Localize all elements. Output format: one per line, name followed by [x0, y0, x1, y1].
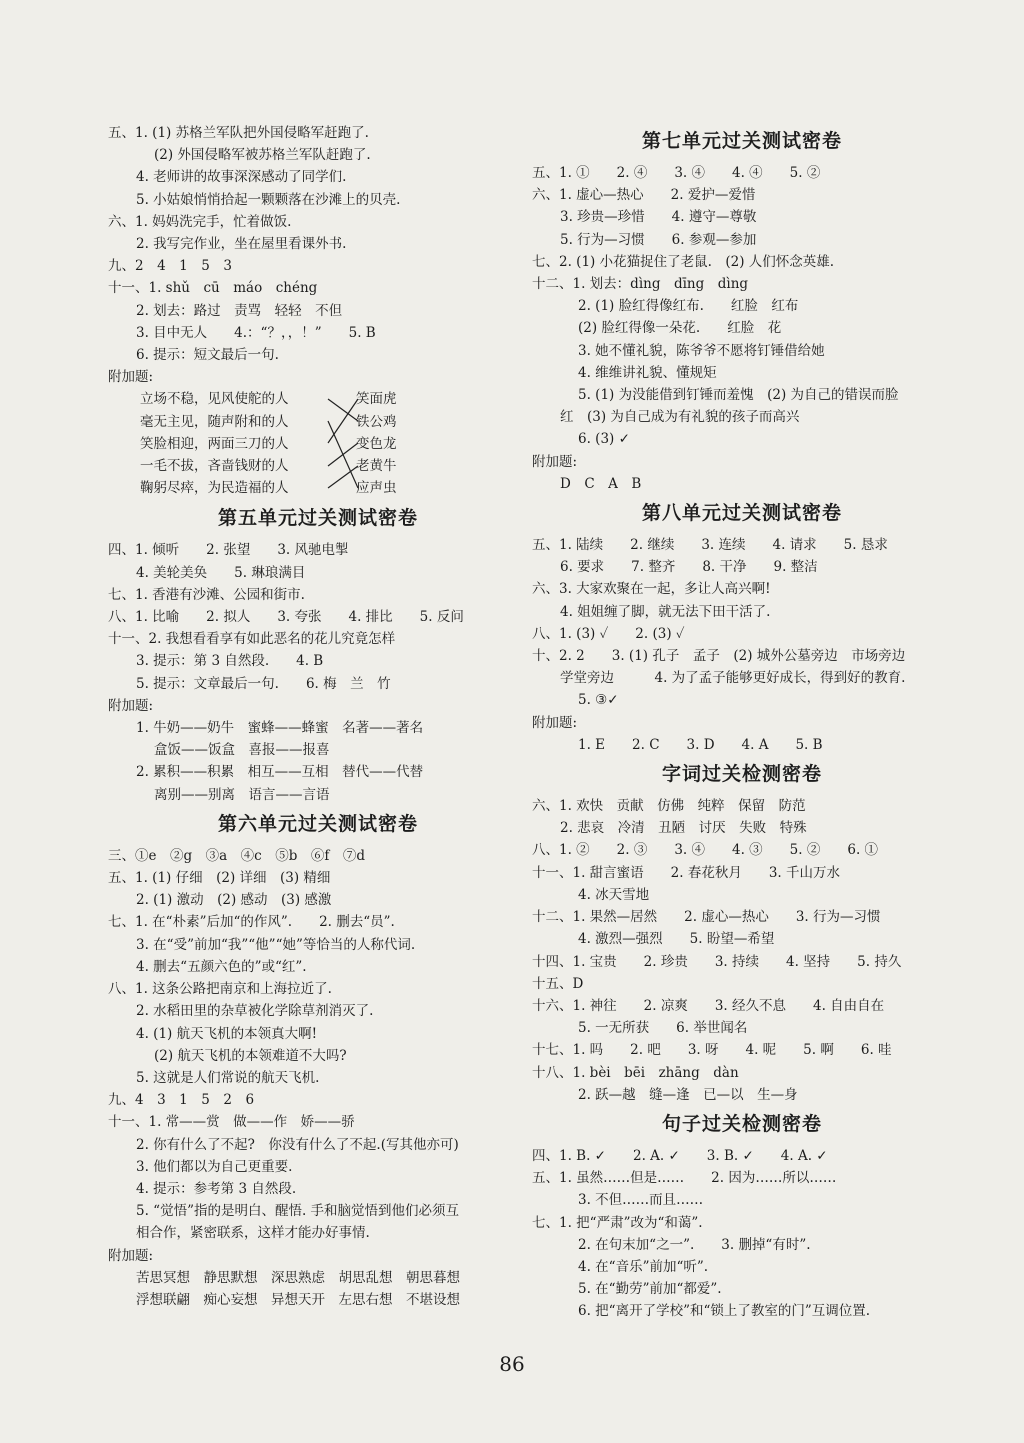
unit8-heading: 第八单元过关测试密卷 — [641, 502, 842, 525]
answer-line: 五、1. 陆续 2. 继续 3. 连续 4. 请求 5. 恳求 — [532, 537, 888, 554]
match-left-item: 一毛不拔，吝啬钱财的人 — [140, 458, 289, 475]
answer-line: 附加题: — [532, 714, 578, 731]
answer-line: 七、2. (1) 小花猫捉住了老鼠. (2) 人们怀念英雄. — [532, 253, 835, 270]
answer-line: 盒饭——饭盒 喜报——报喜 — [154, 742, 330, 759]
answer-line: 5. (1) 为没能借到钉锤而羞愧 (2) 为自己的错误而脸 — [578, 387, 899, 404]
answer-line: 5. 小姑娘悄悄拾起一颗颗落在沙滩上的贝壳. — [136, 191, 401, 208]
matching-exercise — [140, 388, 528, 500]
answer-line: 2. 累积——积累 相互——互相 替代——代替 — [136, 764, 424, 781]
answer-line: 附加题: — [108, 1247, 154, 1264]
page-number: 86 — [499, 1352, 525, 1376]
unit6-heading: 第六单元过关测试密卷 — [217, 812, 418, 835]
answer-line: 十六、1. 神往 2. 凉爽 3. 经久不息 4. 自由自在 — [532, 997, 885, 1014]
match-right-item: 铁公鸡 — [356, 413, 397, 430]
match-right-item: 应声虫 — [356, 480, 397, 497]
unit7-answers — [532, 162, 952, 495]
match-right-item: 变色龙 — [356, 435, 397, 452]
answer-line: 4. 维维讲礼貌、懂规矩 — [578, 364, 717, 381]
answer-line: 2. (1) 脸红得像红布. 红脸 红布 — [578, 298, 799, 315]
word-test-answers — [532, 795, 952, 1106]
answer-line: 5. 一无所获 6. 举世闻名 — [578, 1020, 748, 1037]
answer-line: 十一、1. shǔ cū máo chéng — [108, 280, 318, 297]
answer-line: 七、1. 把“严肃”改为“和蔼”. — [532, 1214, 703, 1231]
answer-line: 苦思冥想 静思默想 深思熟虑 胡思乱想 朝思暮想 — [136, 1269, 460, 1286]
sentence-test-answers — [532, 1145, 952, 1323]
answer-line: 五、1. ① 2. ④ 3. ④ 4. ④ 5. ② — [532, 165, 821, 181]
answer-line: 十二、1. 划去：dìng dīng dìng — [532, 276, 749, 293]
answer-line: 4. 美轮美奂 5. 琳琅满目 — [136, 564, 306, 581]
sentence-test-heading: 句子过关检测密卷 — [661, 1112, 822, 1135]
answer-line: 浮想联翩 痴心妄想 异想天开 左思右想 不堪设想 — [136, 1291, 460, 1308]
answer-line: 六、1. 欢快 贡献 仿佛 纯粹 保留 防范 — [532, 798, 806, 815]
answer-line: 6. 把“离开了学校”和“锁上了教室的门”互调位置. — [578, 1303, 871, 1320]
answer-line: 九、2 4 1 5 3 — [108, 258, 232, 275]
answer-line: 红 (3) 为自己成为有礼貌的孩子而高兴 — [560, 409, 800, 426]
answer-line: 十二、1. 果然—居然 2. 虚心—热心 3. 行为—习惯 — [532, 909, 881, 926]
right-column — [532, 122, 952, 1323]
answer-line: 4. (1) 航天飞机的本领真大啊! — [136, 1025, 318, 1042]
answer-line: 十一、2. 我想看看享有如此恶名的花儿究竟怎样 — [108, 631, 396, 648]
match-right-item: 老黄牛 — [356, 458, 397, 475]
answer-line: 3. 在“受”前加“我”“他”“她”等恰当的人称代词. — [136, 936, 416, 953]
answer-line: 附加题: — [532, 453, 578, 470]
answer-line: 1. E 2. C 3. D 4. A 5. B — [578, 736, 823, 753]
answer-line: 八、1. ② 2. ③ 3. ④ 4. ③ 5. ② 6. ① — [532, 842, 879, 859]
answer-line: 四、1. 倾听 2. 张望 3. 风驰电掣 — [108, 542, 349, 559]
unit4-answers — [108, 122, 528, 388]
answer-line: 6. 要求 7. 整齐 8. 干净 9. 整洁 — [560, 559, 818, 576]
answer-line: 3. 不但……而且…… — [578, 1192, 704, 1209]
answer-line: 2. (1) 激动 (2) 感动 (3) 感激 — [136, 892, 332, 909]
answer-line: 4. 激烈—强烈 5. 盼望—希望 — [578, 931, 775, 948]
answer-line: 3. 他们都以为自己更重要. — [136, 1158, 293, 1175]
answer-line: 4. 在“音乐”前加“听”. — [578, 1258, 709, 1275]
answer-line: 三、①e ②g ③a ④c ⑤b ⑥f ⑦d — [108, 847, 366, 864]
answer-line: 3. 她不懂礼貌，陈爷爷不愿将钉锤借给她 — [578, 342, 825, 359]
answer-line: 4. 冰天雪地 — [578, 886, 650, 903]
answer-line: 六、1. 虚心—热心 2. 爱护—爱惜 — [532, 187, 756, 204]
match-left-item: 立场不稳，见风使舵的人 — [140, 391, 289, 408]
word-test-heading: 字词过关检测密卷 — [661, 763, 822, 786]
answer-line: 十七、1. 吗 2. 吧 3. 呀 4. 呢 5. 啊 6. 哇 — [532, 1042, 892, 1059]
answer-line: 学堂旁边 4. 为了孟子能够更好成长，得到好的教育. — [560, 670, 906, 687]
match-right-item: 笑面虎 — [356, 391, 397, 408]
answer-line: 2. 悲哀 冷清 丑陋 讨厌 失败 特殊 — [560, 820, 807, 837]
answer-line: 5. 提示：文章最后一句. 6. 梅 兰 竹 — [136, 675, 391, 692]
answer-line: 离别——别离 语言——言语 — [154, 786, 330, 803]
unit7-heading: 第七单元过关测试密卷 — [641, 130, 842, 152]
answer-line: 六、1. 妈妈洗完手，忙着做饭. — [108, 213, 292, 230]
answer-line: 五、1. (1) 苏格兰军队把外国侵略军赶跑了. — [108, 125, 369, 141]
answer-line: 五、1. 虽然……但是…… 2. 因为……所以…… — [532, 1170, 837, 1187]
answer-line: 3. 目中无人 4.：“？，，！” 5. B — [136, 324, 376, 341]
answer-line: 附加题: — [108, 369, 154, 386]
left-column — [108, 122, 528, 1311]
answer-line: 4. 姐姐缠了脚，就无法下田干活了. — [560, 603, 771, 620]
answer-line: 5. ③✓ — [578, 692, 619, 709]
answer-line: (2) 外国侵略军被苏格兰军队赶跑了. — [154, 147, 371, 164]
answer-line: 1. 牛奶——奶牛 蜜蜂——蜂蜜 名著——著名 — [136, 720, 424, 737]
answer-line: 六、3. 大家欢聚在一起，多让人高兴啊! — [532, 581, 771, 598]
answer-line: 附加题: — [108, 697, 154, 714]
answer-line: 七、1. 香港有沙滩、公园和街市. — [108, 586, 305, 603]
answer-line: 十四、1. 宝贵 2. 珍贵 3. 持续 4. 坚持 5. 持久 — [532, 953, 902, 970]
unit5-answers — [108, 539, 528, 805]
answer-line: 十一、1. 常——赏 做——作 娇——骄 — [108, 1114, 355, 1131]
answer-line: 4. 老师讲的故事深深感动了同学们. — [136, 169, 347, 186]
answer-line: 3. 珍贵—珍惜 4. 遵守—尊敬 — [560, 209, 757, 226]
answer-line: 十一、1. 甜言蜜语 2. 春花秋月 3. 千山万水 — [532, 864, 841, 881]
answer-line: 3. 提示：第 3 自然段. 4. B — [136, 653, 324, 670]
answer-line: 四、1. B. ✓ 2. A. ✓ 3. B. ✓ 4. A. ✓ — [532, 1147, 828, 1164]
answer-line: 5. “觉悟”指的是明白、醒悟. 手和脑觉悟到他们必须互 — [136, 1203, 460, 1220]
answer-line: 4. 提示：参考第 3 自然段. — [136, 1180, 297, 1197]
answer-line: 6. (3) ✓ — [578, 431, 630, 448]
match-left-item: 毫无主见，随声附和的人 — [140, 413, 289, 430]
answer-line: 2. 水稻田里的杂草被化学除草剂消灭了. — [136, 1003, 374, 1020]
answer-line: (2) 脸红得像一朵花. 红脸 花 — [578, 320, 782, 337]
answer-line: 九、4 3 1 5 2 6 — [108, 1092, 255, 1109]
answer-line: 2. 跃—越 缝—逢 已—以 生—身 — [578, 1086, 798, 1103]
answer-line: (2) 航天飞机的本领难道不大吗? — [154, 1047, 347, 1064]
answer-line: 5. 行为—习惯 6. 参观—参加 — [560, 231, 757, 248]
answer-line: 十、2. 2 3. (1) 孔子 孟子 (2) 城外公墓旁边 市场旁边 — [532, 648, 906, 665]
unit8-answers — [532, 534, 952, 756]
answer-line: 八、1. 比喻 2. 拟人 3. 夸张 4. 排比 5. 反问 — [108, 609, 464, 626]
answer-line: 2. 我写完作业，坐在屋里看课外书. — [136, 236, 347, 253]
answer-line: 相合作，紧密联系，这样才能办好事情. — [136, 1225, 370, 1242]
answer-line: D C A B — [560, 475, 642, 492]
answer-line: 八、1. 这条公路把南京和上海拉近了. — [108, 981, 332, 998]
answer-line: 2. 划去：路过 责骂 轻轻 不但 — [136, 302, 343, 319]
unit5-heading: 第五单元过关测试密卷 — [217, 507, 418, 530]
answer-line: 七、1. 在“朴素”后加“的作风”. 2. 删去“员”. — [108, 914, 395, 931]
match-left-item: 鞠躬尽瘁，为民造福的人 — [140, 480, 289, 497]
answer-line: 5. 这就是人们常说的航天飞机. — [136, 1069, 320, 1086]
match-left-item: 笑脸相迎，两面三刀的人 — [140, 435, 289, 452]
answer-line: 5. 在“勤劳”前加“都爱”. — [578, 1281, 722, 1298]
unit6-answers — [108, 845, 528, 1311]
answer-line: 八、1. (3) ✓ 2. (3) ✓ — [532, 625, 685, 642]
answer-line: 十八、1. bèi bēi zhāng dàn — [532, 1064, 739, 1081]
answer-line: 2. 在句末加“之一”. 3. 删掉“有时”. — [578, 1236, 811, 1253]
answer-line: 十五、D — [532, 975, 584, 992]
answer-line: 4. 删去“五颜六色的”或“红”. — [136, 958, 307, 975]
answer-line: 五、1. (1) 仔细 (2) 详细 (3) 精细 — [108, 870, 331, 887]
answer-line: 6. 提示：短文最后一句. — [136, 347, 279, 364]
answer-line: 2. 你有什么了不起? 你没有什么了不起.(写其他亦可) — [136, 1136, 459, 1153]
